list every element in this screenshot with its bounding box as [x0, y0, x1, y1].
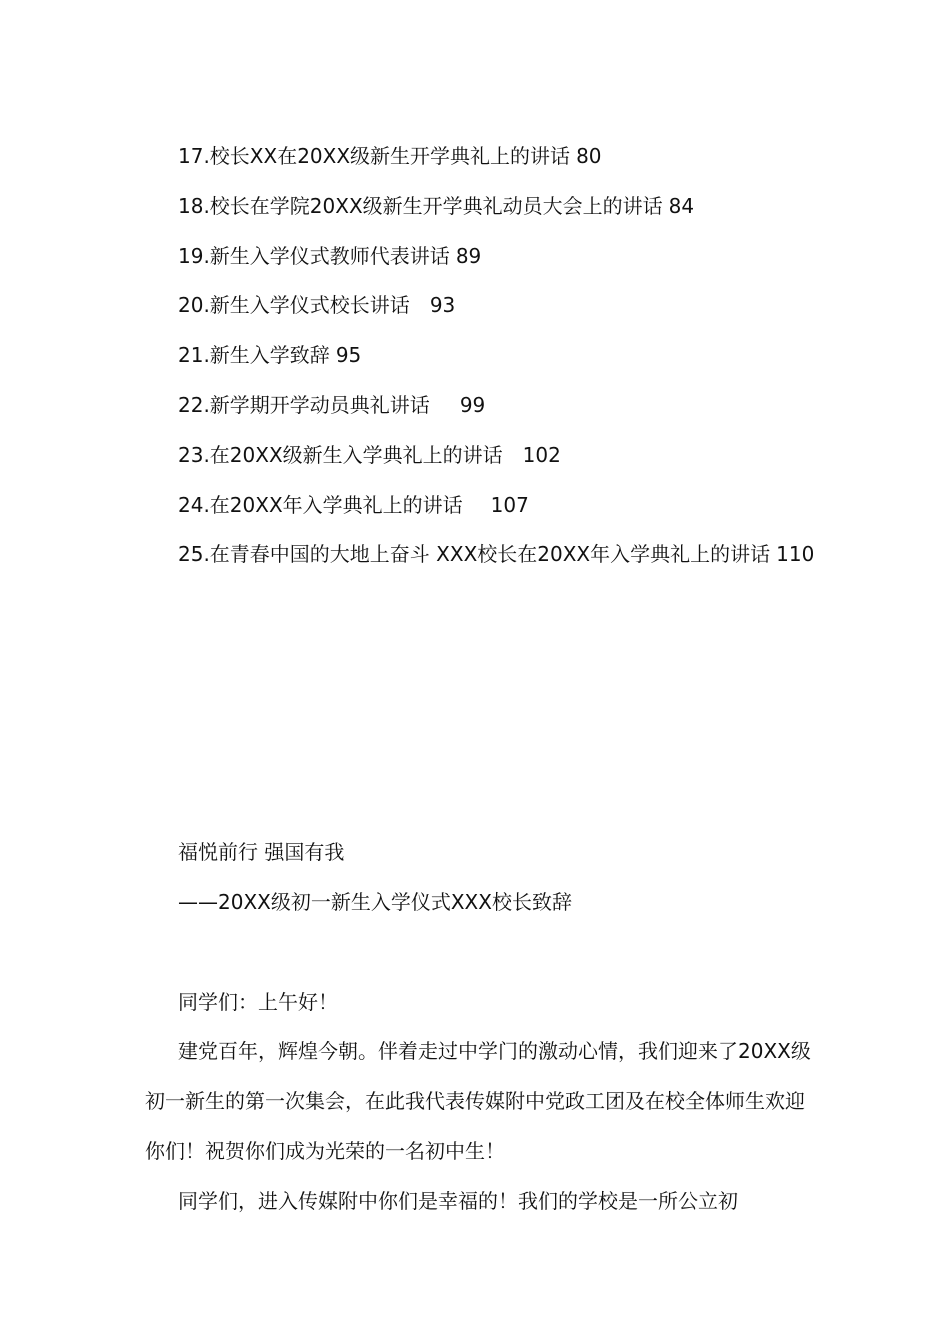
- toc-entry-page: 110: [776, 542, 815, 567]
- speech-greeting: 同学们：上午好！: [178, 989, 338, 1014]
- toc-entry-page: 99: [459, 392, 486, 417]
- toc-entry-page: 84: [668, 193, 695, 218]
- toc-entry-page: 95: [335, 343, 362, 368]
- toc-entry-title: 25.在青春中国的大地上奋斗 XXX校长在20XX年入学典礼上的讲话: [178, 542, 771, 567]
- toc-entry-title: 17.校长XX在20XX级新生开学典礼上的讲话: [178, 144, 571, 168]
- toc-entry: [145, 481, 815, 531]
- toc-entry: [145, 431, 815, 481]
- toc-entry-title: 23.在20XX级新生入学典礼上的讲话: [178, 442, 503, 467]
- toc-entry-title: 21.新生入学致辞: [178, 343, 330, 368]
- toc-entry: [145, 132, 815, 182]
- speech-title: 福悦前行 强国有我: [178, 840, 345, 864]
- speech-section: [145, 828, 815, 1227]
- toc-entry-page: 93: [429, 293, 456, 318]
- toc-entry-title: 24.在20XX年入学典礼上的讲话: [178, 492, 463, 517]
- toc-entry: [145, 232, 815, 282]
- toc-entry-page: 89: [455, 243, 482, 268]
- toc-entry: [145, 281, 815, 331]
- toc-entry-page: 107: [490, 492, 529, 517]
- toc-entry: [145, 331, 815, 381]
- table-of-contents: [145, 132, 815, 580]
- toc-entry-page: 102: [522, 442, 561, 467]
- toc-entry: [145, 182, 815, 232]
- toc-entry-page: 80: [576, 144, 602, 168]
- blank-line: [145, 928, 815, 978]
- toc-entry-title: 19.新生入学仪式教师代表讲话: [178, 243, 450, 268]
- speech-subtitle: ——20XX级初一新生入学仪式XXX校长致辞: [178, 889, 572, 914]
- toc-entry: [145, 381, 815, 431]
- toc-entry-title: 20.新生入学仪式校长讲话: [178, 293, 410, 318]
- speech-paragraph: 建党百年，辉煌今朝。伴着走过中学门的激动心情，我们迎来了20XX级初一新生的第一次集会，在此我代表传媒附中党政工团及在校全体师生欢迎你们！祝贺你们成为光荣的一名初中生！: [145, 1039, 811, 1163]
- toc-entry-title: 18.校长在学院20XX级新生开学典礼动员大会上的讲话: [178, 193, 663, 218]
- speech-paragraph: 同学们，进入传媒附中你们是幸福的！我们的学校是一所公立初: [178, 1188, 738, 1213]
- toc-entry: [145, 530, 815, 580]
- toc-entry-title: 22.新学期开学动员典礼讲话: [178, 392, 430, 417]
